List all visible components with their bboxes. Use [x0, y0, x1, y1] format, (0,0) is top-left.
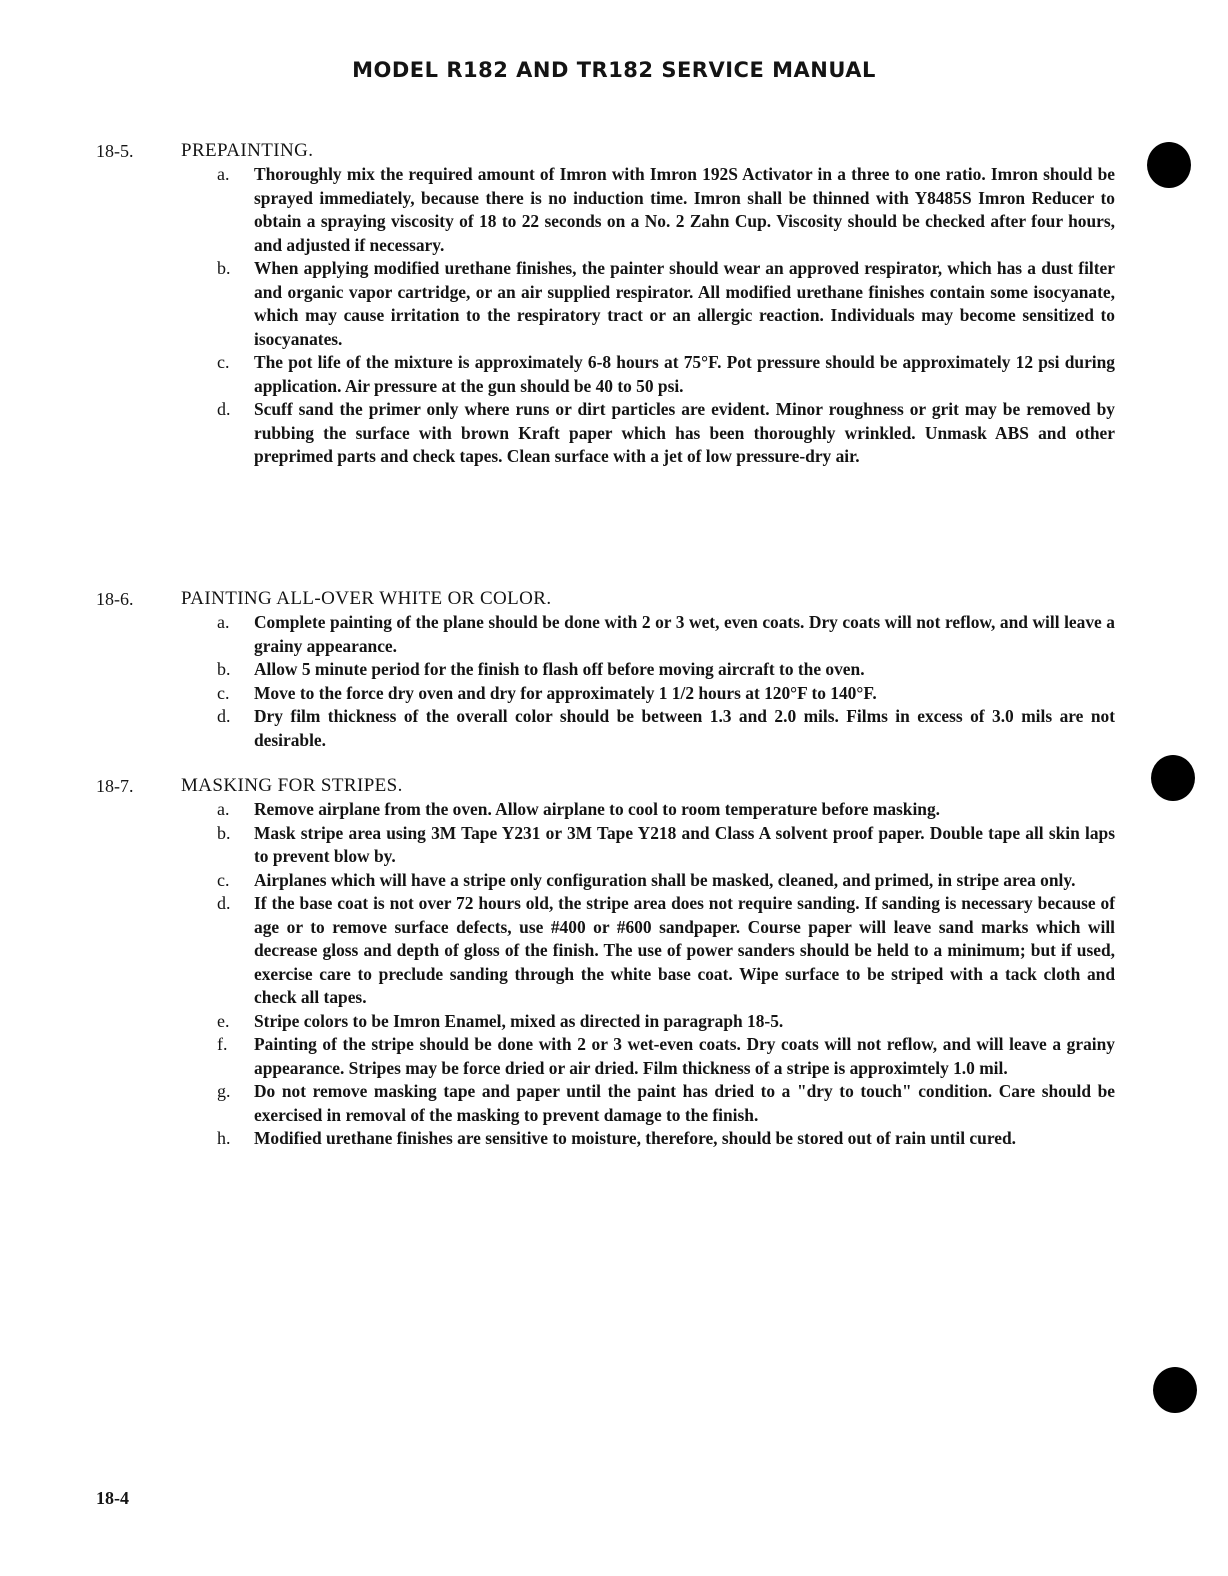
item-letter: d.	[217, 893, 231, 913]
item-letter: a.	[217, 612, 230, 632]
item-text: Thoroughly mix the required amount of Imron with Imron 192S Activator in a three to one ratio. Imron should be sprayed immediately, because there is no induction time. Imron shall be thinned with Y8485S Imron Reducer to obtain a spraying viscosity of 18 to 22 seconds on a No. 2 Zahn Cup. Viscosity should be checked after four hours, and adjusted if necessary.	[254, 164, 1115, 255]
section-number: 18-6.	[96, 589, 134, 609]
page-title: MODEL R182 AND TR182 SERVICE MANUAL	[352, 58, 876, 82]
list-item	[217, 892, 1117, 1010]
item-text: Do not remove masking tape and paper until the paint has dried to a "dry to touch" condition. Care should be exercised in removal of the masking to prevent damage to the finish.	[254, 1081, 1115, 1125]
section-items	[0, 798, 1228, 1151]
list-item	[217, 1010, 1117, 1034]
item-text: Dry film thickness of the overall color should be between 1.3 and 2.0 mils. Films in excess of 3.0 mils are not desirable.	[254, 706, 1115, 750]
item-text: Painting of the stripe should be done with 2 or 3 wet-even coats. Dry coats will not reflow, and will leave a grainy appearance. Stripes may be force dried or air dried. Film thickness of a stripe is approximtely 1.0 mil.	[254, 1034, 1115, 1078]
list-item	[217, 798, 1117, 822]
list-item	[217, 257, 1117, 351]
punch-hole-top	[1147, 142, 1191, 188]
punch-hole-bottom	[1153, 1367, 1197, 1413]
item-letter: d.	[217, 706, 231, 726]
list-item	[217, 1080, 1117, 1127]
list-item	[217, 822, 1117, 869]
list-item	[217, 1127, 1117, 1151]
item-text: Stripe colors to be Imron Enamel, mixed as directed in paragraph 18-5.	[254, 1010, 784, 1031]
section-items	[0, 611, 1228, 752]
list-item	[217, 611, 1117, 658]
section-title: PAINTING ALL-OVER WHITE OR COLOR.	[181, 588, 552, 609]
section-title: PREPAINTING.	[181, 140, 314, 161]
item-letter: c.	[217, 682, 230, 703]
item-letter: c.	[217, 352, 230, 372]
page-number: 18-4	[96, 1488, 129, 1508]
punch-hole-middle	[1151, 755, 1195, 801]
list-item	[217, 869, 1117, 893]
section-number: 18-5.	[96, 141, 134, 161]
list-item	[217, 398, 1117, 469]
item-text: The pot life of the mixture is approximately 6-8 hours at 75°F. Pot pressure should be approximately 12 psi during application. Air pressure at the gun should be 40 to 50 psi.	[254, 352, 1115, 396]
list-item	[217, 682, 1117, 706]
item-letter: b.	[217, 822, 231, 843]
item-letter: b.	[217, 258, 231, 278]
list-item	[217, 658, 1117, 682]
list-item	[217, 1033, 1117, 1080]
list-item	[217, 351, 1117, 398]
item-letter: f.	[217, 1034, 228, 1054]
item-text: Mask stripe area using 3M Tape Y231 or 3M Tape Y218 and Class A solvent proof paper. Double tape all skin laps to prevent blow by.	[254, 822, 1115, 866]
item-text: Allow 5 minute period for the finish to flash off before moving aircraft to the oven.	[254, 659, 865, 679]
section-items	[0, 163, 1228, 469]
item-text: When applying modified urethane finishes, the painter should wear an approved respirator, which has a dust filter and organic vapor cartridge, or an air supplied respirator. All modified urethane finishes contain some isocyanate, which may cause irritation to the respiratory tract or an allergic reaction. Individuals may become sensitized to isocyanates.	[254, 258, 1115, 349]
section-title: MASKING FOR STRIPES.	[181, 775, 403, 796]
item-text: Modified urethane finishes are sensitive to moisture, therefore, should be stored out of rain until cured.	[254, 1128, 1016, 1148]
item-text: If the base coat is not over 72 hours old, the stripe area does not require sanding. If sanding is necessary because of age or to remove surface defects, use #400 or #600 sandpaper. Course paper will leave sand marks which will decrease gloss and depth of gloss of the finish. The use of power sanders should be held to a minimum; but if used, exercise care to preclude sanding through the white base coat. Wipe surface to be striped with a tack cloth and check all tapes.	[254, 893, 1115, 1007]
item-text: Scuff sand the primer only where runs or dirt particles are evident. Minor roughness or grit may be removed by rubbing the surface with brown Kraft paper which has been thoroughly wrinkled. Unmask ABS and other preprimed parts and check tapes. Clean surface with a jet of low pressure-dry air.	[254, 399, 1115, 466]
item-letter: e.	[217, 1010, 230, 1031]
list-item	[217, 163, 1117, 257]
item-text: Remove airplane from the oven. Allow airplane to cool to room temperature before masking.	[254, 799, 941, 819]
item-letter: c.	[217, 869, 230, 890]
item-text: Airplanes which will have a stripe only configuration shall be masked, cleaned, and primed, in stripe area only.	[254, 869, 1076, 890]
section-number: 18-7.	[96, 776, 134, 796]
item-letter: h.	[217, 1128, 231, 1148]
item-text: Move to the force dry oven and dry for approximately 1 1/2 hours at 120°F to 140°F.	[254, 682, 877, 703]
item-letter: d.	[217, 399, 231, 419]
item-letter: a.	[217, 799, 230, 819]
item-text: Complete painting of the plane should be done with 2 or 3 wet, even coats. Dry coats will not reflow, and will leave a grainy appearance.	[254, 612, 1115, 656]
item-letter: g.	[217, 1081, 231, 1101]
list-item	[217, 705, 1117, 752]
item-letter: a.	[217, 164, 230, 184]
item-letter: b.	[217, 659, 231, 679]
